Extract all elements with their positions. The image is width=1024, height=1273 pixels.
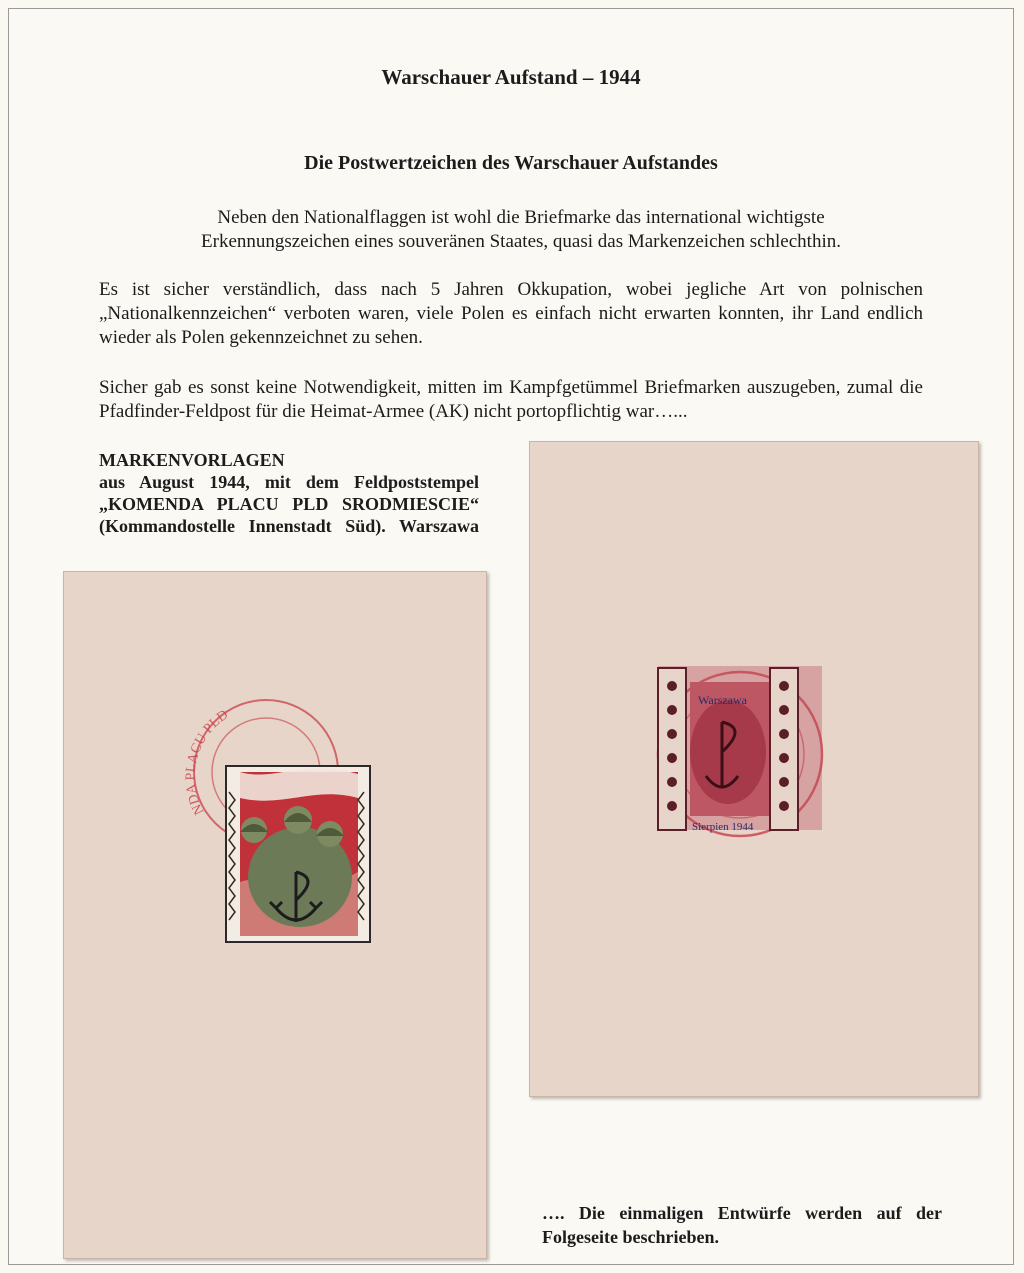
left-stamp-card [63, 571, 487, 1259]
intro-line-2: Erkennungszeichen eines souveränen Staates, quasi das Markenzeichen schlechthin. [201, 231, 841, 252]
page-title: Warschauer Aufstand – 1944 [381, 65, 641, 89]
album-page [8, 8, 1014, 1265]
right-stamp-card [529, 441, 979, 1097]
right-card-artwork [530, 442, 980, 1098]
intro-line-1: Neben den Nationalflaggen ist wohl die Briefmarke das international wichtigste [217, 207, 825, 228]
left-card-artwork [64, 572, 488, 1260]
caption-heading: MARKENVORLAGEN [99, 450, 285, 470]
caption-text: aus August 1944, mit dem Feldpoststempel „KOMENDA PLACU PLD SRODMIESCIE“ (Kommandostelle Innenstadt Süd). Warszawa [99, 472, 479, 536]
left-card-caption [99, 449, 479, 537]
intro-paragraph [119, 206, 923, 254]
fieldpost-paragraph: Sicher gab es sonst keine Notwendigkeit, mitten im Kampfgetümmel Briefmarken auszugeben, zumal die Pfadfinder-Feldpost für die Heimat-Armee (AK) nicht portopflichtig war…... [99, 377, 923, 422]
right-stamp [658, 666, 822, 833]
occupation-paragraph: Es ist sicher verständlich, dass nach 5 Jahren Okkupation, wobei jegliche Art von polnischen „Nationalkennzeichen“ verboten waren, viele Polen es einfach nicht erwarten konnten, ihr Land endlich wieder als Polen gekennzeichnet zu sehen. [99, 279, 923, 348]
left-postmark-text: NDA PLACU PLD [183, 707, 232, 817]
left-stamp [226, 766, 370, 942]
right-stamp-top-text: Warszawa [698, 693, 748, 707]
right-card-caption: …. Die einmaligen Entwürfe werden auf der Folgeseite beschrieben. [542, 1203, 942, 1247]
page-subtitle: Die Postwertzeichen des Warschauer Aufstandes [304, 152, 718, 174]
right-stamp-bottom-text: Sierpien 1944 [692, 821, 754, 833]
